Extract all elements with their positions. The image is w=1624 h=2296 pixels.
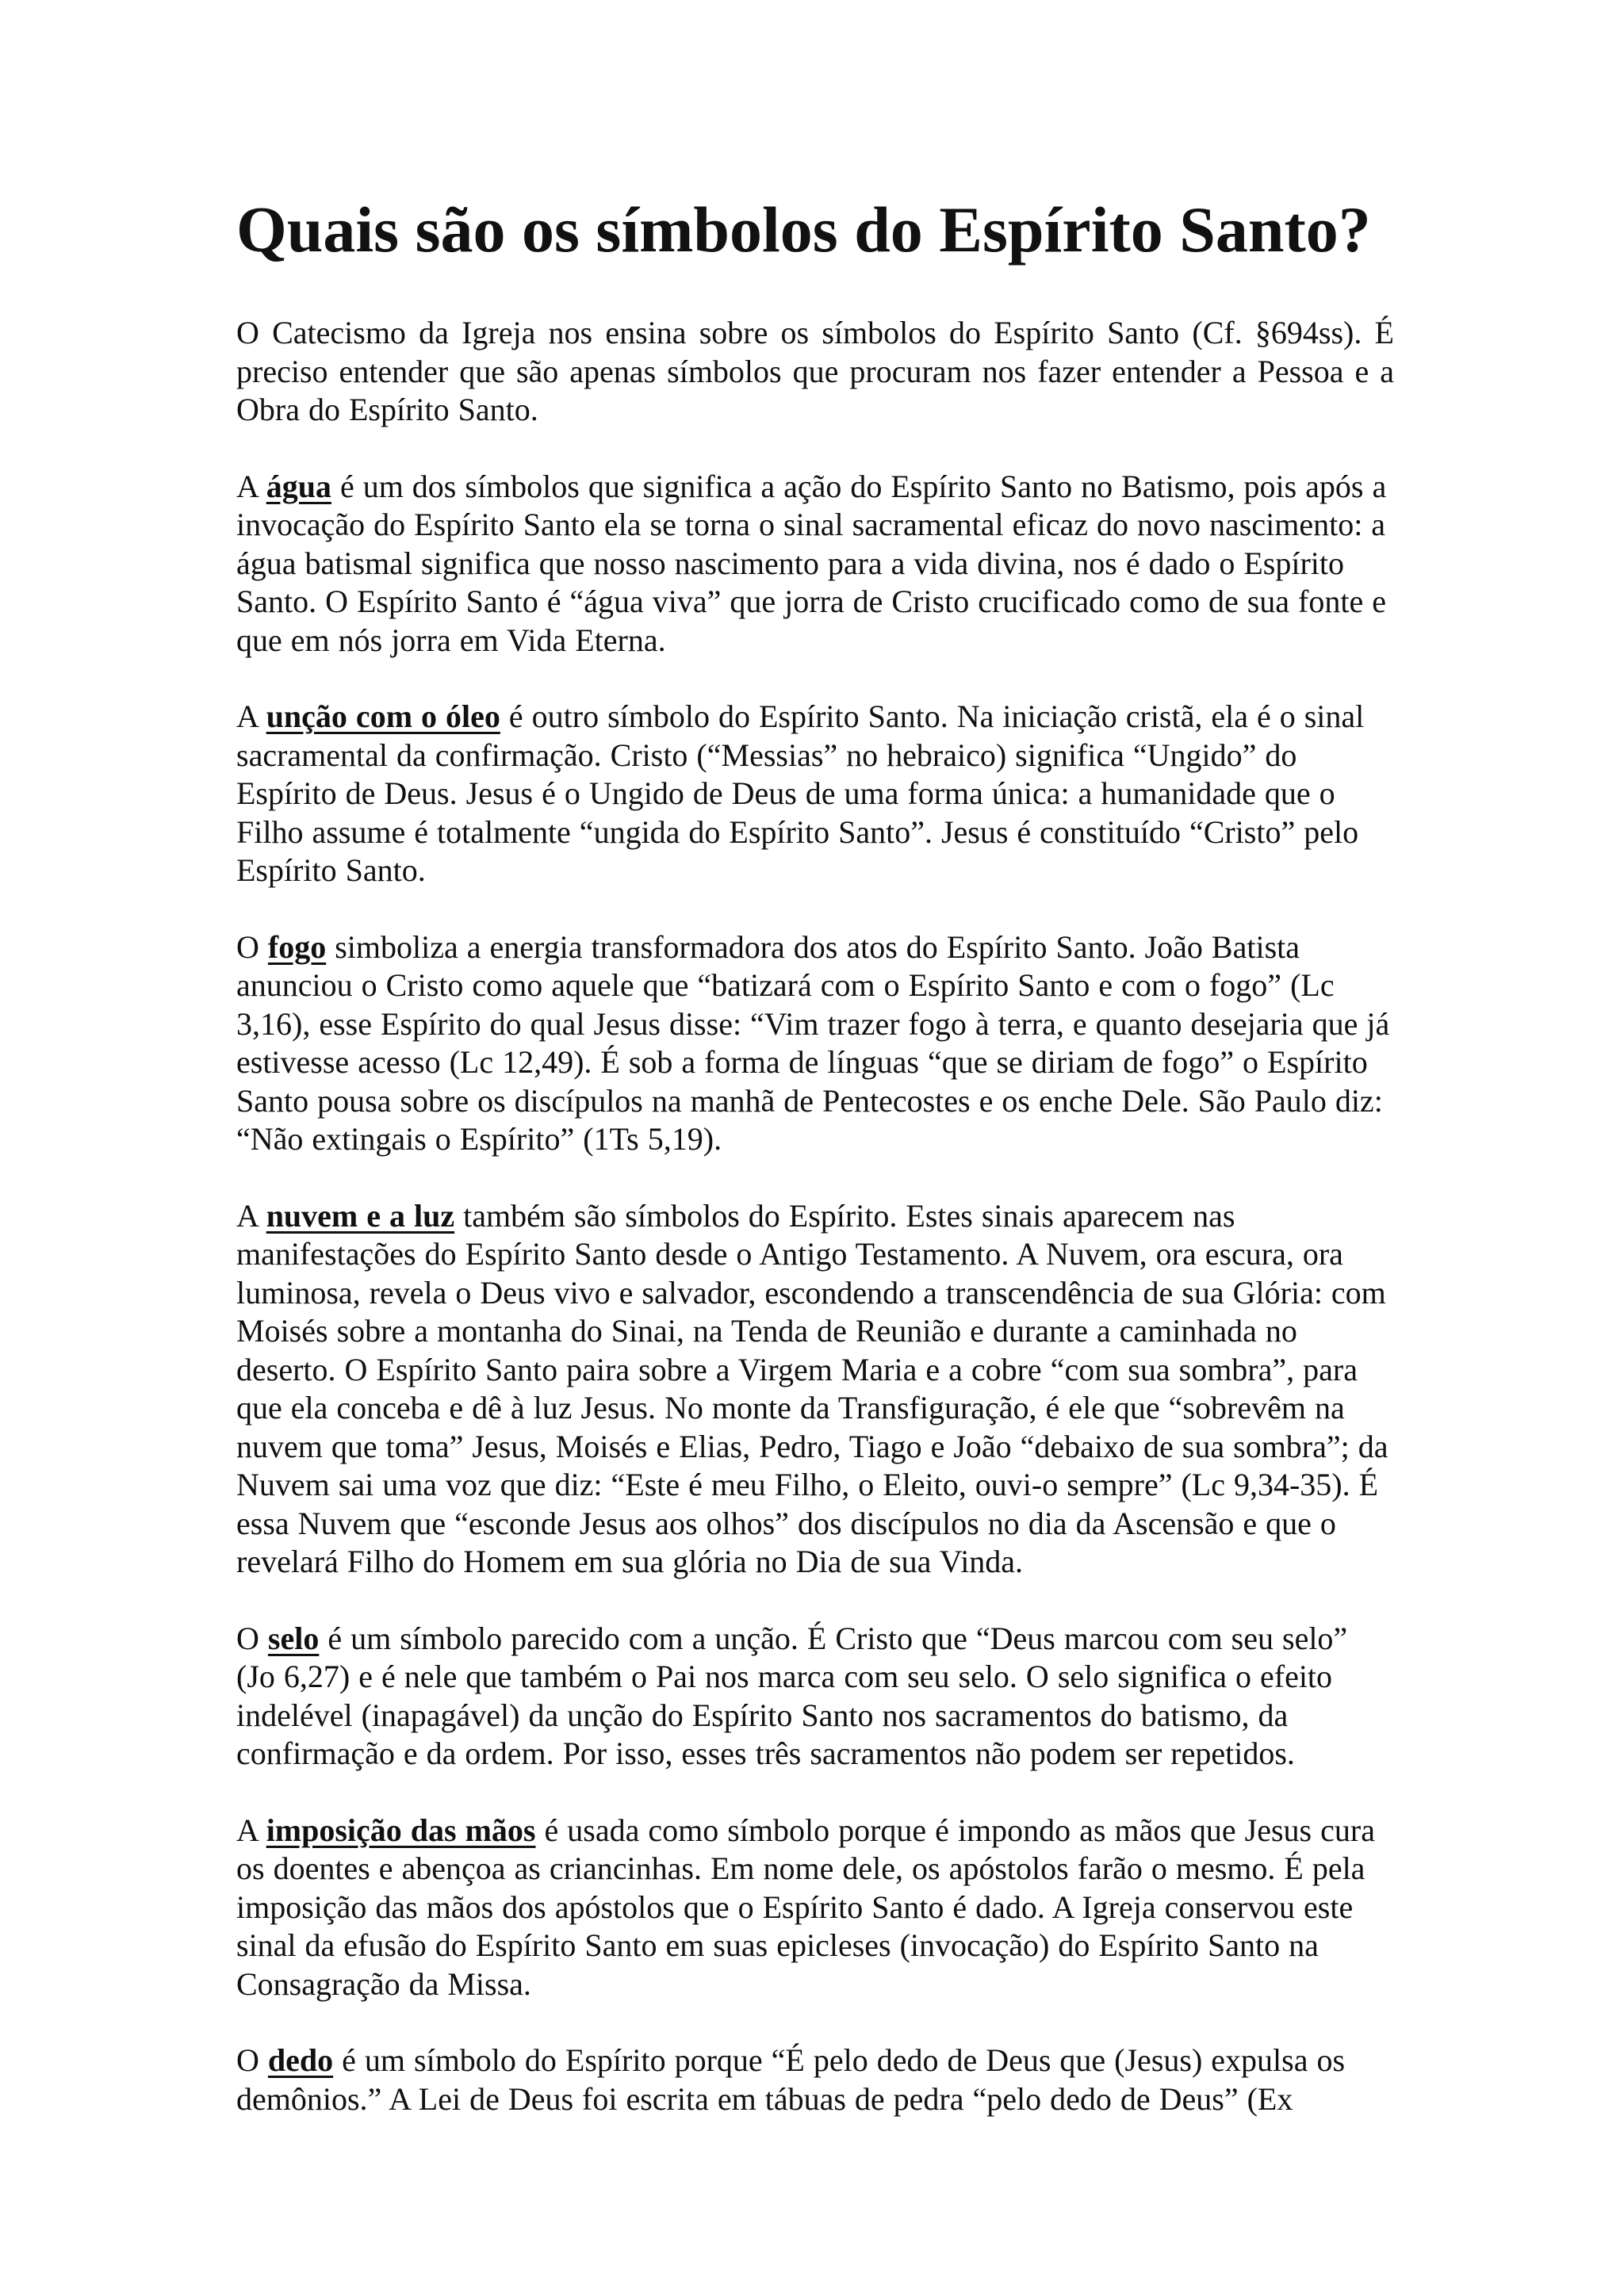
paragraph-lead: A <box>236 468 266 504</box>
paragraph-body: é um símbolo do Espírito porque “É pelo dedo de Deus que (Jesus) expulsa os demônios.” A Lei de Deus foi escrita em tábuas de pedra “pelo dedo de Deus” (Ex <box>236 2042 1346 2117</box>
paragraph-lead: A <box>236 698 266 734</box>
paragraph-body: é usada como símbolo porque é impondo as mãos que Jesus cura os doentes e abençoa as criancinhas. Em nome dele, os apóstolos farão o mesmo. É pela imposição das mãos dos apóstolos que o Espírito Santo é dado. A Igreja conservou este sinal da efusão do Espírito Santo em suas epicleses (invocação) do Espírito Santo na Consagração da Missa. <box>236 1812 1375 2002</box>
paragraph-uncao <box>236 698 1394 890</box>
paragraph-fogo <box>236 928 1394 1159</box>
intro-paragraph: O Catecismo da Igreja nos ensina sobre os símbolos do Espírito Santo (Cf. §694ss). É preciso entender que são apenas símbolos que procuram nos fazer entender a Pessoa e a Obra do Espírito Santo. <box>236 315 1394 427</box>
paragraph-imposicao <box>236 1812 1394 2004</box>
document-page <box>236 190 1394 2118</box>
paragraph-body: é um dos símbolos que significa a ação do Espírito Santo no Batismo, pois após a invocação do Espírito Santo ela se torna o sinal sacramental eficaz do novo nascimento: a água batismal significa que nosso nascimento para a vida divina, nos é dado o Espírito Santo. O Espírito Santo é “água viva” que jorra de Cristo crucificado como de sua fonte e que em nós jorra em Vida Eterna. <box>236 468 1387 658</box>
paragraph-lead: O <box>236 928 268 965</box>
paragraph-body: é um símbolo parecido com a unção. É Cristo que “Deus marcou com seu selo” (Jo 6,27) e é nele que também o Pai nos marca com seu selo. O selo significa o efeito indelével (inapagável) da unção do Espírito Santo nos sacramentos do batismo, da confirmação e da ordem. Por isso, esses três sacramentos não podem ser repetidos. <box>236 1620 1348 1771</box>
paragraph-lead: A <box>236 1197 266 1234</box>
keyword-uncao-com-o-oleo: unção com o óleo <box>266 698 500 734</box>
paragraph-lead: O <box>236 1620 268 1656</box>
keyword-agua: água <box>266 468 331 504</box>
paragraph-selo <box>236 1620 1394 1774</box>
paragraph-body: também são símbolos do Espírito. Estes sinais aparecem nas manifestações do Espírito Santo desde o Antigo Testamento. A Nuvem, ora escura, ora luminosa, revela o Deus vivo e salvador, escondendo a transcendência de sua Glória: com Moisés sobre a montanha do Sinai, na Tenda de Reunião e durante a caminhada no deserto. O Espírito Santo paira sobre a Virgem Maria e a cobre “com sua sombra”, para que ela conceba e dê à luz Jesus. No monte da Transfiguração, é ele que “sobrevêm na nuvem que toma” Jesus, Moisés e Elias, Pedro, Tiago e João “debaixo de sua sombra”; da Nuvem sai uma voz que diz: “Este é meu Filho, o Eleito, ouvi-o sempre” (Lc 9,34-35). É essa Nuvem que “esconde Jesus aos olhos” dos discípulos no dia da Ascensão e que o revelará Filho do Homem em sua glória no Dia de sua Vinda. <box>236 1197 1388 1579</box>
paragraph-agua <box>236 468 1394 660</box>
paragraph-lead: O <box>236 2042 268 2078</box>
paragraph-nuvem <box>236 1197 1394 1582</box>
keyword-nuvem-e-a-luz: nuvem e a luz <box>266 1197 455 1234</box>
keyword-imposicao-das-maos: imposição das mãos <box>266 1812 536 1848</box>
keyword-fogo: fogo <box>267 928 327 965</box>
paragraph-lead: A <box>236 1812 266 1848</box>
paragraph-body: simboliza a energia transformadora dos atos do Espírito Santo. João Batista anunciou o Cristo como aquele que “batizará com o Espírito Santo e com o fogo” (Lc 3,16), esse Espírito do qual Jesus disse: “Vim trazer fogo à terra, e quanto desejaria que já estivesse acesso (Lc 12,49). É sob a forma de línguas “que se diriam de fogo” o Espírito Santo pousa sobre os discípulos na manhã de Pentecostes e os enche Dele. São Paulo diz: “Não extingais o Espírito” (1Ts 5,19). <box>236 928 1390 1157</box>
paragraph-dedo <box>236 2042 1394 2118</box>
paragraph-body: é outro símbolo do Espírito Santo. Na iniciação cristã, ela é o sinal sacramental da confirmação. Cristo (“Messias” no hebraico) significa “Ungido” do Espírito de Deus. Jesus é o Ungido de Deus de uma forma única: a humanidade que o Filho assume é totalmente “ungida do Espírito Santo”. Jesus é constituído “Cristo” pelo Espírito Santo. <box>236 698 1365 888</box>
keyword-dedo: dedo <box>267 2042 334 2078</box>
page-title: Quais são os símbolos do Espírito Santo? <box>236 193 1371 266</box>
keyword-selo: selo <box>267 1620 320 1656</box>
